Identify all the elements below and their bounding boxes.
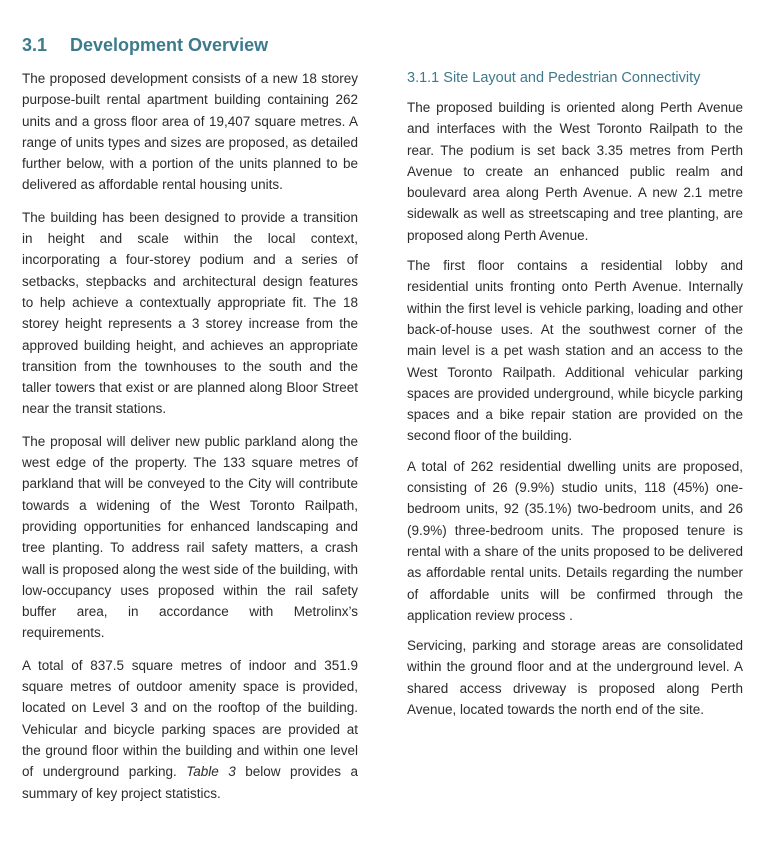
paragraph-development-summary: The proposed development consists of a new 18 storey purpose-built rental apartment building containing 262 units and a gross floor area of 19,407 square metres. A range of units types and sizes are proposed, as detailed further below, with a portion of the units planned to be delivered as affordable rental housing units.	[22, 71, 358, 193]
section-number: 3.1	[22, 35, 48, 55]
paragraph-building-design: The building has been designed to provide a transition in height and scale within the local context, incorporating a four-storey podium and a series of setbacks, stepbacks and architectural design features to help achieve a contextually appropriate fit. The 18 storey height represents a 3 storey increase from the approved building height, and achieves an appropriate transition from the townhouses to the south and the taller towers that exist or are planned along Bloor Street near the transit stations.	[22, 209, 358, 417]
table-reference: Table 3	[186, 764, 236, 780]
paragraph-servicing: Servicing, parking and storage areas are consolidated within the ground floor and at the underground level. A shared access driveway is proposed along Perth Avenue, located towards the north end of the site.	[407, 638, 743, 718]
paragraph-parkland: The proposal will deliver new public parkland along the west edge of the property. The 133 square metres of parkland that will be conveyed to the City will contribute towards a widening of the West Toronto Railpath, providing opportunities for enhanced landscaping and tree planting. To address rail safety matters, a crash wall is proposed along the west side of the building, with low-occupancy uses proposed within the rail safety buffer area, in accordance with Metrolinx’s requirements.	[22, 433, 358, 641]
paragraph-amenity-space	[22, 655, 358, 804]
section-title: Development Overview	[70, 35, 269, 55]
paragraph-unit-mix: A total of 262 residential dwelling units are proposed, consisting of 26 (9.9%) studio units, 118 (45%) one-bedroom units, 92 (35.1%) two-bedroom units, and 26 (9.9%) three-bedroom units. The proposed tenure is rental with a share of the units proposed to be delivered as affordable rental units. Details regarding the number of affordable units will be confirmed through the application review process .	[407, 458, 743, 623]
right-column	[407, 70, 743, 729]
amenity-text-start: A total of 837.5 square metres of indoor and 351.9 square metres of outdoor amenity space is provided, located on Level 3 and on the rooftop of the building. Vehicular and bicycle parking spaces are provided at the ground floor within the building and within one level of underground parking.	[22, 657, 358, 780]
left-column	[22, 68, 358, 815]
paragraph-first-floor: The first floor contains a residential lobby and residential units fronting onto Perth Avenue. Internally within the first level is vehicle parking, loading and other back-of-house uses. At the southwest corner of the main level is a pet wash station and an access to the West Toronto Railpath. Additional vehicular parking spaces are provided underground, while bicycle parking spaces and a bike repair station are provided on the second floor of the building.	[407, 258, 743, 444]
amenity-text-end: below provides a summary of key project statistics.	[22, 764, 358, 801]
section-heading	[22, 35, 268, 56]
subsection-heading: 3.1.1 Site Layout and Pedestrian Connectivity	[407, 70, 701, 86]
paragraph-site-orientation: The proposed building is oriented along Perth Avenue and interfaces with the West Toronto Railpath to the rear. The podium is set back 3.35 metres from Perth Avenue to create an enhanced public realm and boulevard area along Perth Avenue. A new 2.1 metre sidewalk as well as streetscaping and tree planting, are proposed along Perth Avenue.	[407, 100, 743, 243]
